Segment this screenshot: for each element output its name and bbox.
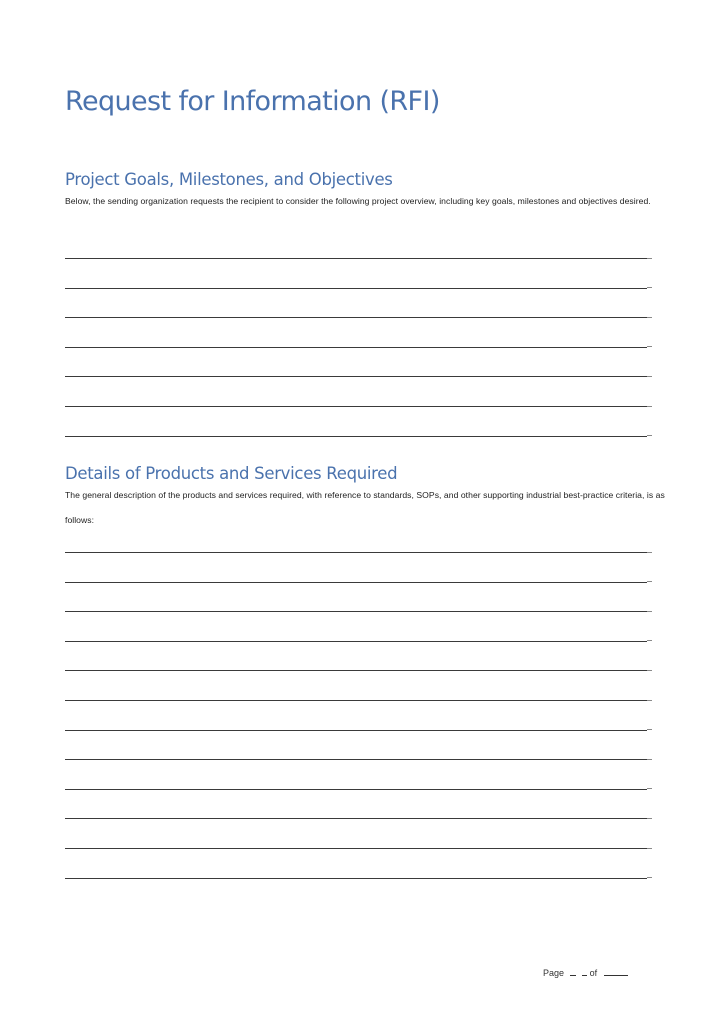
section-heading-goals: Project Goals, Milestones, and Objectives [65,170,393,189]
answer-line[interactable] [65,582,647,583]
answer-line[interactable] [65,730,647,731]
answer-line[interactable] [65,818,647,819]
answer-line[interactable] [65,406,647,407]
answer-line[interactable] [65,878,647,879]
answer-line[interactable] [65,317,647,318]
answer-line[interactable] [65,641,647,642]
section-heading-products: Details of Products and Services Required [65,464,398,483]
page-number-footer [543,967,628,978]
section-description-products: The general description of the products and services required, with reference to standards, SOPs, and other supporting industrial best-practice criteria, is as follows: [65,490,665,525]
section-description-goals: Below, the sending organization requests the recipient to consider the following project overview, including key goals, milestones and objectives desired. [65,196,651,206]
answer-line[interactable] [65,759,647,760]
answer-line[interactable] [65,436,647,437]
answer-line[interactable] [65,347,647,348]
document-title: Request for Information (RFI) [65,86,440,117]
answer-line[interactable] [65,700,647,701]
answer-line[interactable] [65,789,647,790]
answer-line[interactable] [65,670,647,671]
of-label: of [589,968,598,978]
answer-line[interactable] [65,848,647,849]
answer-line[interactable] [65,258,647,259]
page-number-blank[interactable] [570,967,576,976]
answer-line[interactable] [65,552,647,553]
answer-line[interactable] [65,611,647,612]
page-number-blank-2[interactable] [582,967,587,976]
page-label: Page [543,968,565,978]
answer-line[interactable] [65,288,647,289]
answer-line[interactable] [65,376,647,377]
total-pages-blank[interactable] [604,967,628,976]
